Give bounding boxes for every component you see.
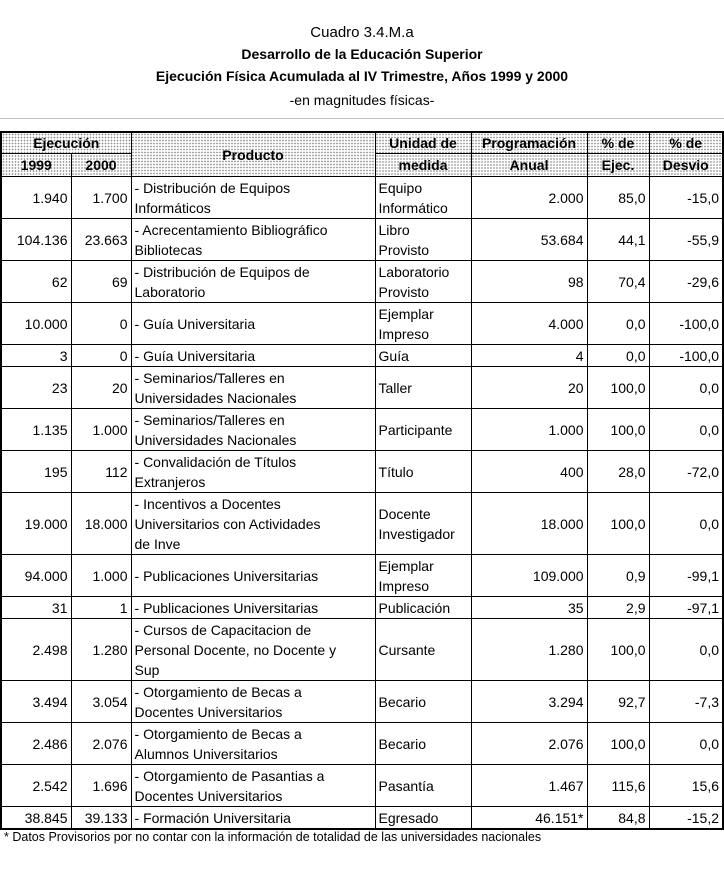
cell-pct-ejec: 100,0 [587,367,649,409]
cell-pct-ejec: 100,0 [587,619,649,681]
cell-1999: 2.498 [1,619,71,681]
cell-producto [131,681,375,723]
cell-unidad-line: Provisto [378,241,430,258]
header-year-1999: 1999 [1,154,71,177]
cell-producto [131,765,375,807]
cell-unidad-line: Guía [378,347,409,364]
cell-1999: 19.000 [1,493,71,555]
table-row [1,681,723,723]
cell-pct-ejec: 84,8 [587,807,649,830]
cell-unidad [375,409,471,451]
cell-pct-desvio: -15,2 [649,807,723,830]
cell-programacion: 400 [471,451,587,493]
cell-pct-ejec: 44,1 [587,219,649,261]
header-ejec-line2: Ejec. [587,154,649,177]
header-ejec-line1: % de [587,132,649,154]
cell-2000: 1.700 [71,177,131,219]
cell-unidad-line: Pasantía [378,777,434,794]
cell-2000: 112 [71,451,131,493]
cell-producto-line: - Formación Universitaria [134,809,291,826]
cell-unidad-line: Equipo [378,179,423,196]
cell-programacion: 53.684 [471,219,587,261]
cell-2000: 1 [71,597,131,619]
table-row [1,555,723,597]
table-title: Cuadro 3.4.M.a [310,24,414,41]
cell-producto [131,345,375,367]
cell-2000: 1.000 [71,409,131,451]
cell-programacion: 98 [471,261,587,303]
cell-unidad-line: Ejemplar [378,305,434,322]
cell-pct-ejec: 70,4 [587,261,649,303]
cell-producto [131,807,375,830]
cell-unidad [375,261,471,303]
cell-pct-ejec: 100,0 [587,409,649,451]
header-unidad-line2: medida [375,154,471,177]
cell-unidad [375,597,471,619]
cell-producto-line: Extranjeros [134,473,206,490]
cell-unidad-line: Libro [378,221,410,238]
cell-programacion: 1.467 [471,765,587,807]
cell-pct-desvio: 0,0 [649,409,723,451]
cell-programacion: 4.000 [471,303,587,345]
cell-1999: 104.136 [1,219,71,261]
cell-producto [131,619,375,681]
cell-unidad [375,555,471,597]
cell-producto-line: Docentes Universitarios [134,703,283,720]
cell-producto-line: - Incentivos a Docentes [134,495,281,512]
divider [0,118,724,119]
cell-producto [131,409,375,451]
cell-2000: 23.663 [71,219,131,261]
cell-2000: 20 [71,367,131,409]
cell-1999: 2.486 [1,723,71,765]
cell-1999: 1.135 [1,409,71,451]
header-unidad-line1: Unidad de [375,132,471,154]
cell-pct-ejec: 0,0 [587,345,649,367]
table-row [1,493,723,555]
cell-unidad-line: Impreso [378,325,430,342]
cell-2000: 18.000 [71,493,131,555]
table-row [1,345,723,367]
cell-unidad [375,367,471,409]
header-producto: Producto [131,132,375,177]
cell-1999: 31 [1,597,71,619]
cell-unidad [375,619,471,681]
header-desvio-line2: Desvio [649,154,723,177]
cell-producto-line: Universidades Nacionales [134,431,297,448]
cell-producto-line: - Cursos de Capacitacion de [134,621,312,638]
table-row [1,367,723,409]
cell-unidad-line: Título [378,463,414,480]
cell-unidad-line: Taller [378,379,412,396]
cell-producto-line: - Otorgamiento de Becas a [134,683,302,700]
cell-producto [131,367,375,409]
footnote: * Datos Provisorios por no contar con la información de totalidad de las universidades nacionales [4,830,542,844]
cell-producto-line: - Seminarios/Talleres en [134,411,285,428]
cell-pct-ejec: 115,6 [587,765,649,807]
cell-pct-ejec: 92,7 [587,681,649,723]
cell-producto-line: Sup [134,661,160,678]
header-year-2000: 2000 [71,154,131,177]
cell-unidad-line: Publicación [378,599,451,616]
cell-producto-line: - Guía Universitaria [134,315,256,332]
cell-pct-desvio: 0,0 [649,493,723,555]
cell-1999: 195 [1,451,71,493]
cell-programacion: 1.280 [471,619,587,681]
cell-2000: 1.280 [71,619,131,681]
cell-1999: 23 [1,367,71,409]
cell-unidad [375,723,471,765]
cell-1999: 62 [1,261,71,303]
cell-programacion: 2.000 [471,177,587,219]
cell-producto [131,177,375,219]
table-row [1,619,723,681]
cell-producto-line: - Acrecentamiento Bibliográfico [134,221,328,238]
cell-programacion: 35 [471,597,587,619]
cell-2000: 1.000 [71,555,131,597]
header-programacion-line1: Programación [471,132,587,154]
cell-programacion: 3.294 [471,681,587,723]
cell-producto-line: Bibliotecas [134,241,203,258]
cell-unidad [375,177,471,219]
cell-programacion: 18.000 [471,493,587,555]
cell-2000: 69 [71,261,131,303]
cell-pct-ejec: 0,9 [587,555,649,597]
cell-producto-line: - Otorgamiento de Pasantias a [134,767,325,784]
cell-2000: 0 [71,345,131,367]
cell-producto [131,261,375,303]
cell-1999: 2.542 [1,765,71,807]
cell-producto [131,219,375,261]
cell-unidad-line: Becario [378,693,426,710]
cell-1999: 3 [1,345,71,367]
cell-producto-line: - Distribución de Equipos de [134,263,310,280]
cell-unidad-line: Ejemplar [378,557,434,574]
data-table [0,131,724,830]
cell-pct-desvio: -55,9 [649,219,723,261]
table-row [1,765,723,807]
cell-2000: 0 [71,303,131,345]
cell-producto-line: Alumnos Universitarios [134,745,278,762]
cell-producto-line: Universitarios con Actividades [134,515,321,532]
cell-unidad-line: Participante [378,421,453,438]
cell-pct-ejec: 85,0 [587,177,649,219]
cell-pct-desvio: -100,0 [649,345,723,367]
cell-pct-desvio: -29,6 [649,261,723,303]
cell-unidad-line: Informático [378,199,448,216]
cell-2000: 2.076 [71,723,131,765]
cell-producto [131,451,375,493]
cell-unidad-line: Egresado [378,809,439,826]
cell-producto-line: - Publicaciones Universitarias [134,599,319,616]
cell-producto-line: - Publicaciones Universitarias [134,567,319,584]
table-row [1,261,723,303]
cell-unidad-line: Cursante [378,641,436,658]
cell-pct-desvio: -99,1 [649,555,723,597]
cell-producto [131,723,375,765]
cell-unidad-line: Becario [378,735,426,752]
table-row [1,597,723,619]
cell-producto [131,555,375,597]
header-desvio-line1: % de [649,132,723,154]
cell-producto-line: - Otorgamiento de Becas a [134,725,302,742]
cell-producto-line: - Distribución de Equipos [134,179,291,196]
cell-producto-line: - Guía Universitaria [134,347,256,364]
cell-pct-desvio: -72,0 [649,451,723,493]
cell-unidad-line: Docente [378,505,431,522]
cell-pct-desvio: 0,0 [649,367,723,409]
table-subtitle: Desarrollo de la Educación Superior [241,46,483,62]
cell-pct-ejec: 28,0 [587,451,649,493]
table-row [1,451,723,493]
table-row [1,177,723,219]
cell-pct-desvio: -7,3 [649,681,723,723]
cell-1999: 3.494 [1,681,71,723]
cell-unidad [375,303,471,345]
cell-unidad [375,345,471,367]
cell-1999: 1.940 [1,177,71,219]
cell-unidad [375,219,471,261]
cell-1999: 38.845 [1,807,71,830]
cell-programacion: 109.000 [471,555,587,597]
table-row [1,409,723,451]
cell-unidad [375,451,471,493]
table-body [1,177,723,830]
table-description: Ejecución Física Acumulada al IV Trimestre, Años 1999 y 2000 [155,68,569,84]
cell-producto-line: Universidades Nacionales [134,389,297,406]
cell-unidad-line: Investigador [378,525,455,542]
table-row [1,723,723,765]
table-row [1,303,723,345]
cell-1999: 94.000 [1,555,71,597]
cell-producto-line: Laboratorio [134,283,206,300]
cell-producto [131,303,375,345]
table-row [1,219,723,261]
cell-programacion: 46.151* [471,807,587,830]
cell-pct-ejec: 2,9 [587,597,649,619]
cell-pct-desvio: -15,0 [649,177,723,219]
cell-unidad [375,681,471,723]
cell-producto [131,493,375,555]
cell-programacion: 4 [471,345,587,367]
table-row [1,807,723,830]
cell-2000: 39.133 [71,807,131,830]
cell-pct-ejec: 100,0 [587,493,649,555]
cell-pct-desvio: 0,0 [649,723,723,765]
cell-pct-ejec: 100,0 [587,723,649,765]
cell-producto [131,597,375,619]
cell-producto-line: de Inve [134,535,181,552]
cell-pct-desvio: 15,6 [649,765,723,807]
cell-unidad [375,493,471,555]
cell-producto-line: - Convalidación de Títulos [134,453,297,470]
cell-programacion: 20 [471,367,587,409]
cell-programacion: 1.000 [471,409,587,451]
cell-pct-desvio: 0,0 [649,619,723,681]
cell-2000: 1.696 [71,765,131,807]
cell-2000: 3.054 [71,681,131,723]
cell-unidad [375,765,471,807]
cell-producto-line: - Seminarios/Talleres en [134,369,285,386]
cell-unidad-line: Impreso [378,577,430,594]
cell-producto-line: Informáticos [134,199,211,216]
cell-1999: 10.000 [1,303,71,345]
cell-producto-line: Personal Docente, no Docente y [134,641,337,658]
cell-pct-ejec: 0,0 [587,303,649,345]
cell-pct-desvio: -97,1 [649,597,723,619]
cell-unidad-line: Laboratorio [378,263,450,280]
header-ejecucion: Ejecución [1,132,131,154]
header-programacion-line2: Anual [471,154,587,177]
cell-producto-line: Docentes Universitarios [134,787,283,804]
cell-pct-desvio: -100,0 [649,303,723,345]
cell-unidad-line: Provisto [378,283,430,300]
table-units-note: -en magnitudes físicas- [289,92,435,108]
cell-programacion: 2.076 [471,723,587,765]
cell-unidad [375,807,471,830]
